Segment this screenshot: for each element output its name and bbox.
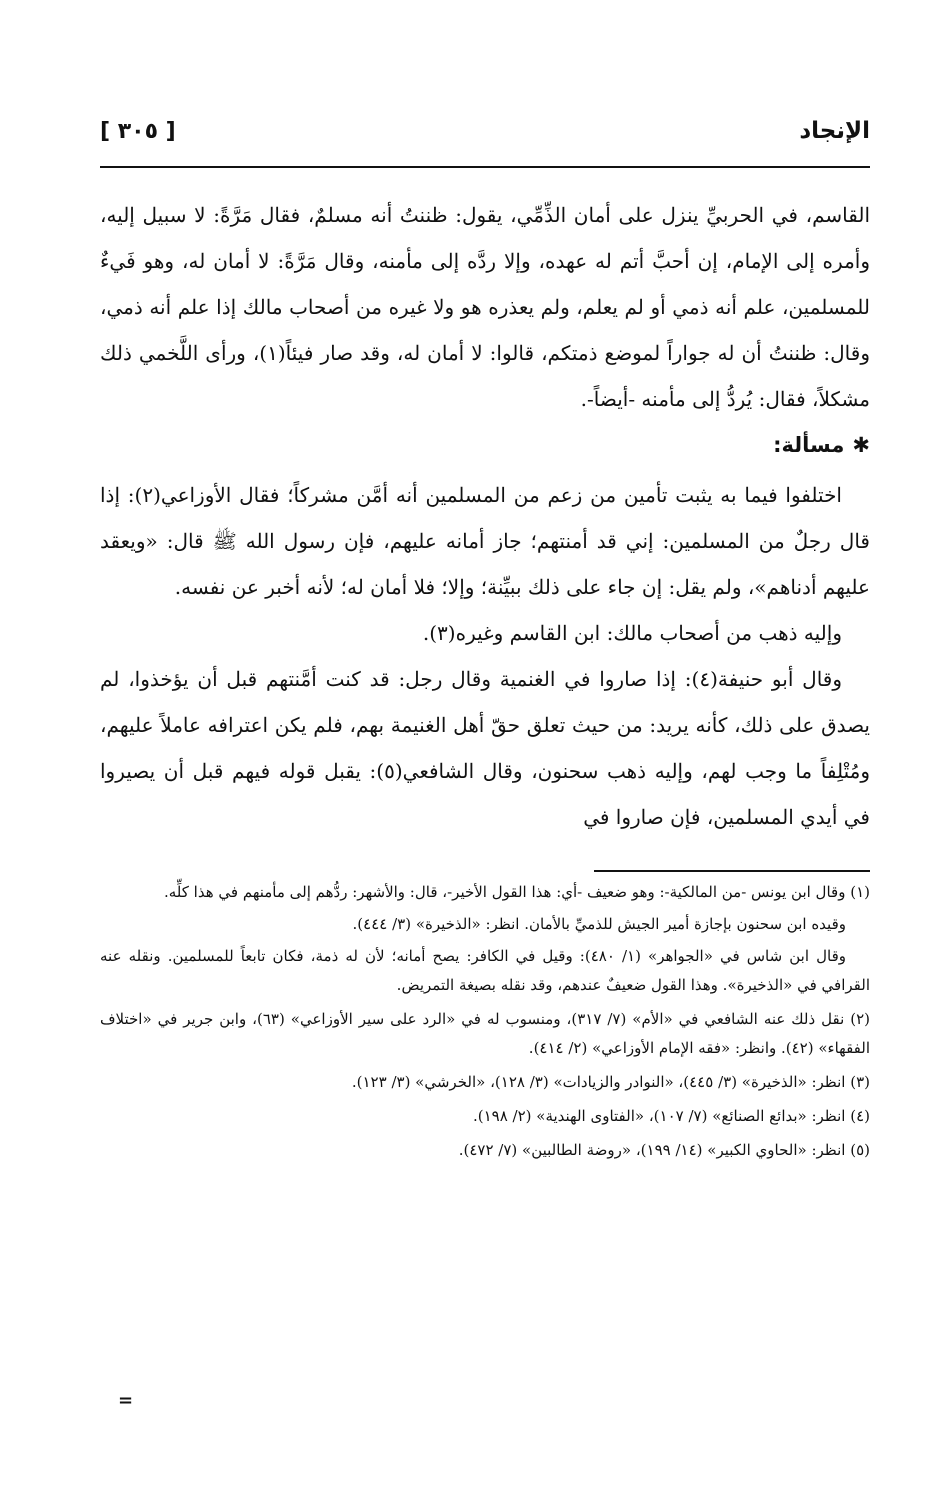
- footnote-2: (٢) نقل ذلك عنه الشافعي في «الأم» (٧/ ٣١٧)، ومنسوب له في «الرد على سير الأوزاعي» (٦٣)، وابن جرير في «اختلاف الفقهاء» (٤٢). وانظر: «فقه الإمام الأوزاعي» (٢/ ٤١٤).: [100, 1010, 871, 1057]
- header-rule: [100, 166, 870, 168]
- footnote-separator: [594, 870, 870, 872]
- continuation-mark: =: [118, 1390, 134, 1411]
- main-text: [100, 192, 870, 840]
- running-header: [100, 108, 870, 154]
- footnote-1: (١) وقال ابن يونس -من المالكية-: وهو ضعيف -أي: هذا القول الأخير-، قال: والأشهر: ردُّهم إلى مأمنهم في هذا كلِّه.: [163, 883, 870, 901]
- footnote-5: (٥) انظر: «الحاوي الكبير» (١٤/ ١٩٩)، «روضة الطالبين» (٧/ ٤٧٢).: [458, 1141, 870, 1159]
- paragraph: القاسم، في الحربيِّ ينزل على أمان الذِّمِّي، يقول: ظننتُ أنه مسلمٌ، فقال مَرَّةً: لا سبيل إليه، وأمره إلى الإمام، إن أحبَّ أتم له عهده، وإلا ردَّه إلى مأمنه، وقال مَرَّةً: لا أمان له، وهو فَيءٌ للمسلمين، علم أنه ذمي أو لم يعلم، ولم يعذره هو ولا غيره من أصحاب مالك إذا علم أنه ذمي، وقال: ظننتُ أن له جواراً لموضع ذمتكم، قالوا: لا أمان له، وقد صار فيئاً(١)، ورأى اللَّخمي ذلك مشكلاً، فقال: يُردُّ إلى مأمنه -أيضاً-.: [100, 203, 870, 411]
- star-icon: ✱: [852, 433, 870, 457]
- footnote-1-continuation: وقيده ابن سحنون بإجازة أمير الجيش للذميِّ بالأمان. انظر: «الذخيرة» (٣/ ٤٤٤).: [352, 915, 846, 933]
- paragraph: اختلفوا فيما به يثبت تأمين من زعم من المسلمين أنه أمَّن مشركاً؛ فقال الأوزاعي(٢): إذا قال رجلٌ من المسلمين: إني قد أمنتهم؛ جاز أمانه عليهم، فإن رسول الله ﷺ قال: «ويعقد عليهم أدناهم»، ولم يقل: إن جاء على ذلك ببيِّنة؛ وإلا؛ فلا أمان له؛ لأنه أخبر عن نفسه.: [100, 483, 870, 599]
- section-heading: [100, 422, 870, 468]
- running-title: الإنجاد: [799, 118, 870, 144]
- paragraph: وقال أبو حنيفة(٤): إذا صاروا في الغنمية وقال رجل: قد كنت أمَّنتهم قبل أن يؤخذوا، لم يصدق على ذلك، كأنه يريد: من حيث تعلق حقّ أهل الغنيمة بهم، فلم يكن اعترافه عاملاً عليهم، ومُتْلِفاً ما وجب لهم، وإليه ذهب سحنون، وقال الشافعي(٥): يقبل قوله فيهم قبل أن يصيروا في أيدي المسلمين، فإن صاروا في: [100, 667, 870, 829]
- paragraph: وإليه ذهب من أصحاب مالك: ابن القاسم وغيره(٣).: [422, 621, 842, 645]
- footnote-3: (٣) انظر: «الذخيرة» (٣/ ٤٤٥)، «النوادر والزيادات» (٣/ ١٢٨)، «الخرشي» (٣/ ١٢٣).: [351, 1073, 870, 1091]
- section-heading-text: مسألة:: [773, 433, 845, 457]
- page-number: [ ٣٠٥ ]: [100, 118, 176, 144]
- footnote-1-continuation: وقال ابن شاس في «الجواهر» (١/ ٤٨٠): وقيل في الكافر: يصح أمانه؛ لأن له ذمة، فكان تابعاً للمسلمين. ونقله عنه القرافي في «الذخيرة». وهذا القول ضعيفٌ عندهم، وقد نقله بصيغة التمريض.: [100, 947, 870, 994]
- book-page: [100, 108, 870, 1170]
- footnote-4: (٤) انظر: «بدائع الصنائع» (٧/ ١٠٧)، «الفتاوى الهندية» (٢/ ١٩٨).: [472, 1107, 870, 1125]
- footnotes: [100, 878, 870, 1165]
